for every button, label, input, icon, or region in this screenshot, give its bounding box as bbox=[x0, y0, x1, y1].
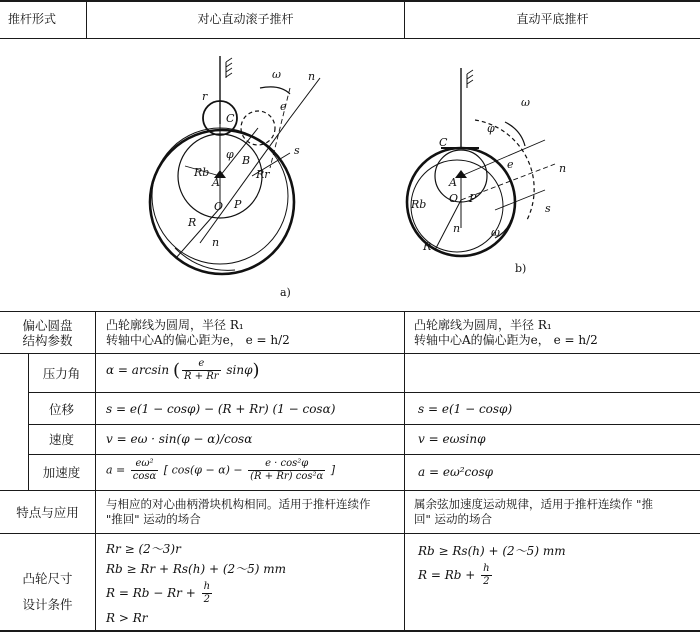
pressure-num: e bbox=[182, 358, 221, 371]
figure-a-roller-follower-diagram bbox=[140, 48, 340, 310]
fig-a-label-n2: n bbox=[212, 236, 220, 249]
design-col3-line1: Rb ≥ Rs(h) + (2～5) mm bbox=[418, 544, 566, 558]
structure-col2-line1: 凸轮廓线为圆周，半径 R₁ bbox=[106, 318, 244, 332]
structure-col2 bbox=[106, 318, 402, 348]
pressure-angle-formula: α = arcsin ( $\frac{e}{R + Rr}$ sinφ) bbox=[106, 358, 260, 382]
structure-label-line2: 结构参数 bbox=[22, 333, 73, 348]
accel-fraction-1 bbox=[131, 458, 159, 483]
pressure-angle-label: 压力角 bbox=[42, 366, 81, 381]
fig-b-label-P: P bbox=[469, 192, 477, 205]
accel-mid: [ cos(φ − α) − bbox=[163, 463, 243, 477]
fig-a-label-phi: φ bbox=[226, 148, 234, 161]
velocity-col2: v = eω · sin(φ − α)/cosα bbox=[106, 432, 253, 446]
structure-col3-line2: 转轴中心A的偏心距为e， e = h/2 bbox=[414, 333, 598, 347]
design-col3-den: 2 bbox=[483, 576, 490, 587]
pressure-fraction bbox=[182, 358, 221, 383]
acceleration-col3: a = eω²cosφ bbox=[418, 465, 494, 479]
fig-a-label-O: O bbox=[214, 200, 224, 213]
fig-a-label-B: B bbox=[242, 154, 251, 167]
design-col2 bbox=[106, 539, 402, 628]
displacement-label: 位移 bbox=[48, 402, 74, 417]
accel-den1: cosα bbox=[132, 471, 157, 482]
fig-a-label-n1: n bbox=[308, 70, 316, 83]
fig-b-label-omega: ω bbox=[521, 96, 530, 109]
rule-top bbox=[0, 0, 700, 2]
design-col2-den: 2 bbox=[203, 594, 210, 605]
fig-b-label-R: R bbox=[423, 240, 432, 253]
design-col2-line3 bbox=[106, 581, 402, 606]
structure-col3-line1: 凸轮廓线为圆周，半径 R₁ bbox=[414, 318, 552, 332]
pressure-den: R + Rr bbox=[183, 371, 219, 382]
acceleration-label: 加速度 bbox=[42, 465, 81, 480]
acceleration-col2 bbox=[106, 458, 402, 483]
features-col3 bbox=[414, 497, 698, 527]
fig-a-label-omega: ω bbox=[272, 68, 281, 81]
fig-b-label-n1: n bbox=[559, 162, 567, 175]
features-label: 特点与应用 bbox=[16, 505, 79, 520]
col-divider-1-body bbox=[95, 311, 96, 630]
design-label-line1: 凸轮尺寸 bbox=[22, 571, 73, 586]
accel-num2: e · cos²φ bbox=[248, 458, 325, 471]
fig-b-label-s: s bbox=[545, 202, 551, 215]
fig-a-caption: a) bbox=[280, 286, 291, 299]
fig-a-label-A: A bbox=[212, 176, 220, 189]
fig-b-label-A: A bbox=[449, 176, 457, 189]
rule-acceleration-bottom bbox=[0, 490, 700, 491]
fig-b-label-phi: φ bbox=[487, 122, 495, 135]
figure-b-flat-follower-diagram bbox=[395, 60, 585, 286]
design-col3-line2 bbox=[418, 563, 698, 588]
fig-a-label-rr: r bbox=[202, 90, 208, 103]
design-label-line2: 设计条件 bbox=[22, 597, 73, 612]
design-col3-line2-prefix: R = Rb + bbox=[418, 568, 476, 582]
fig-b-label-omega2: ω bbox=[491, 226, 500, 239]
fig-a-label-R: R bbox=[188, 216, 197, 229]
design-col3 bbox=[418, 541, 698, 588]
structure-label-line1: 偏心圆盘 bbox=[22, 318, 73, 333]
design-col2-line2: Rb ≥ Rr + Rs(h) + (2～5) mm bbox=[106, 562, 287, 576]
design-col2-fraction bbox=[202, 581, 212, 606]
rule-header-bottom bbox=[0, 38, 700, 39]
fig-a-label-Rr: Rr bbox=[256, 168, 270, 181]
fig-a-label-e: e bbox=[280, 100, 287, 113]
pressure-prefix: α = arcsin bbox=[106, 363, 170, 377]
accel-den2: (R + Rr) cos²α bbox=[250, 471, 324, 482]
features-col2 bbox=[106, 497, 402, 527]
fig-a-label-C: C bbox=[226, 112, 235, 125]
velocity-col3: v = eωsinφ bbox=[418, 432, 486, 446]
fig-b-label-C: C bbox=[439, 136, 448, 149]
fig-b-label-O: O bbox=[449, 192, 459, 205]
rule-displacement-bottom bbox=[28, 424, 700, 425]
fig-a-label-Rb: Rb bbox=[194, 166, 210, 179]
design-col2-line1: Rr ≥ (2～3)r bbox=[106, 542, 181, 556]
features-col3-line1: 属余弦加速度运动规律，适用于推杆连续作 "推 bbox=[414, 497, 653, 511]
design-col2-line4: R > Rr bbox=[106, 611, 148, 625]
fig-b-label-Rb: Rb bbox=[411, 198, 427, 211]
accel-num1: eω² bbox=[131, 458, 159, 471]
col-divider-2-body bbox=[404, 311, 405, 630]
rule-velocity-bottom bbox=[28, 454, 700, 455]
structure-col2-line2: 转轴中心A的偏心距为e， e = h/2 bbox=[106, 333, 290, 347]
rule-pressure-bottom bbox=[28, 392, 700, 393]
structure-col3 bbox=[414, 318, 698, 348]
features-col3-line2: 回" 运动的场合 bbox=[414, 512, 492, 526]
design-label bbox=[0, 566, 95, 618]
design-col3-fraction bbox=[481, 563, 491, 588]
pressure-suffix: sinφ bbox=[226, 363, 253, 377]
fig-b-label-e: e bbox=[507, 158, 514, 171]
fig-b-caption: b) bbox=[515, 262, 527, 275]
rule-features-bottom bbox=[0, 533, 700, 534]
header-col1: 推杆形式 bbox=[8, 12, 57, 26]
rule-figures-bottom bbox=[0, 311, 700, 312]
accel-end: ] bbox=[330, 463, 336, 477]
displacement-col2: s = e(1 − cosφ) − (R + Rr) (1 − cosα) bbox=[106, 402, 336, 416]
fig-a-label-s: s bbox=[294, 144, 300, 157]
header-col3: 直动平底推杆 bbox=[516, 12, 589, 26]
velocity-label: 速度 bbox=[48, 432, 74, 447]
features-col2-line1: 与相应的对心曲柄滑块机构相同。适用于推杆连续作 bbox=[106, 497, 371, 511]
design-col3-num: h bbox=[483, 563, 490, 574]
accel-prefix: a = bbox=[106, 463, 126, 477]
accel-fraction-2 bbox=[248, 458, 325, 483]
features-col2-line2: "推回" 运动的场合 bbox=[106, 512, 201, 526]
design-col2-line3-prefix: R = Rb − Rr + bbox=[106, 586, 196, 600]
design-col2-num: h bbox=[203, 581, 211, 592]
rule-structure-bottom bbox=[0, 353, 700, 354]
displacement-col3: s = e(1 − cosφ) bbox=[418, 402, 513, 416]
fig-b-label-n2: n bbox=[453, 222, 461, 235]
header-col2: 对心直动滚子推杆 bbox=[197, 12, 294, 26]
structure-label bbox=[0, 318, 95, 348]
fig-a-label-P: P bbox=[234, 198, 242, 211]
